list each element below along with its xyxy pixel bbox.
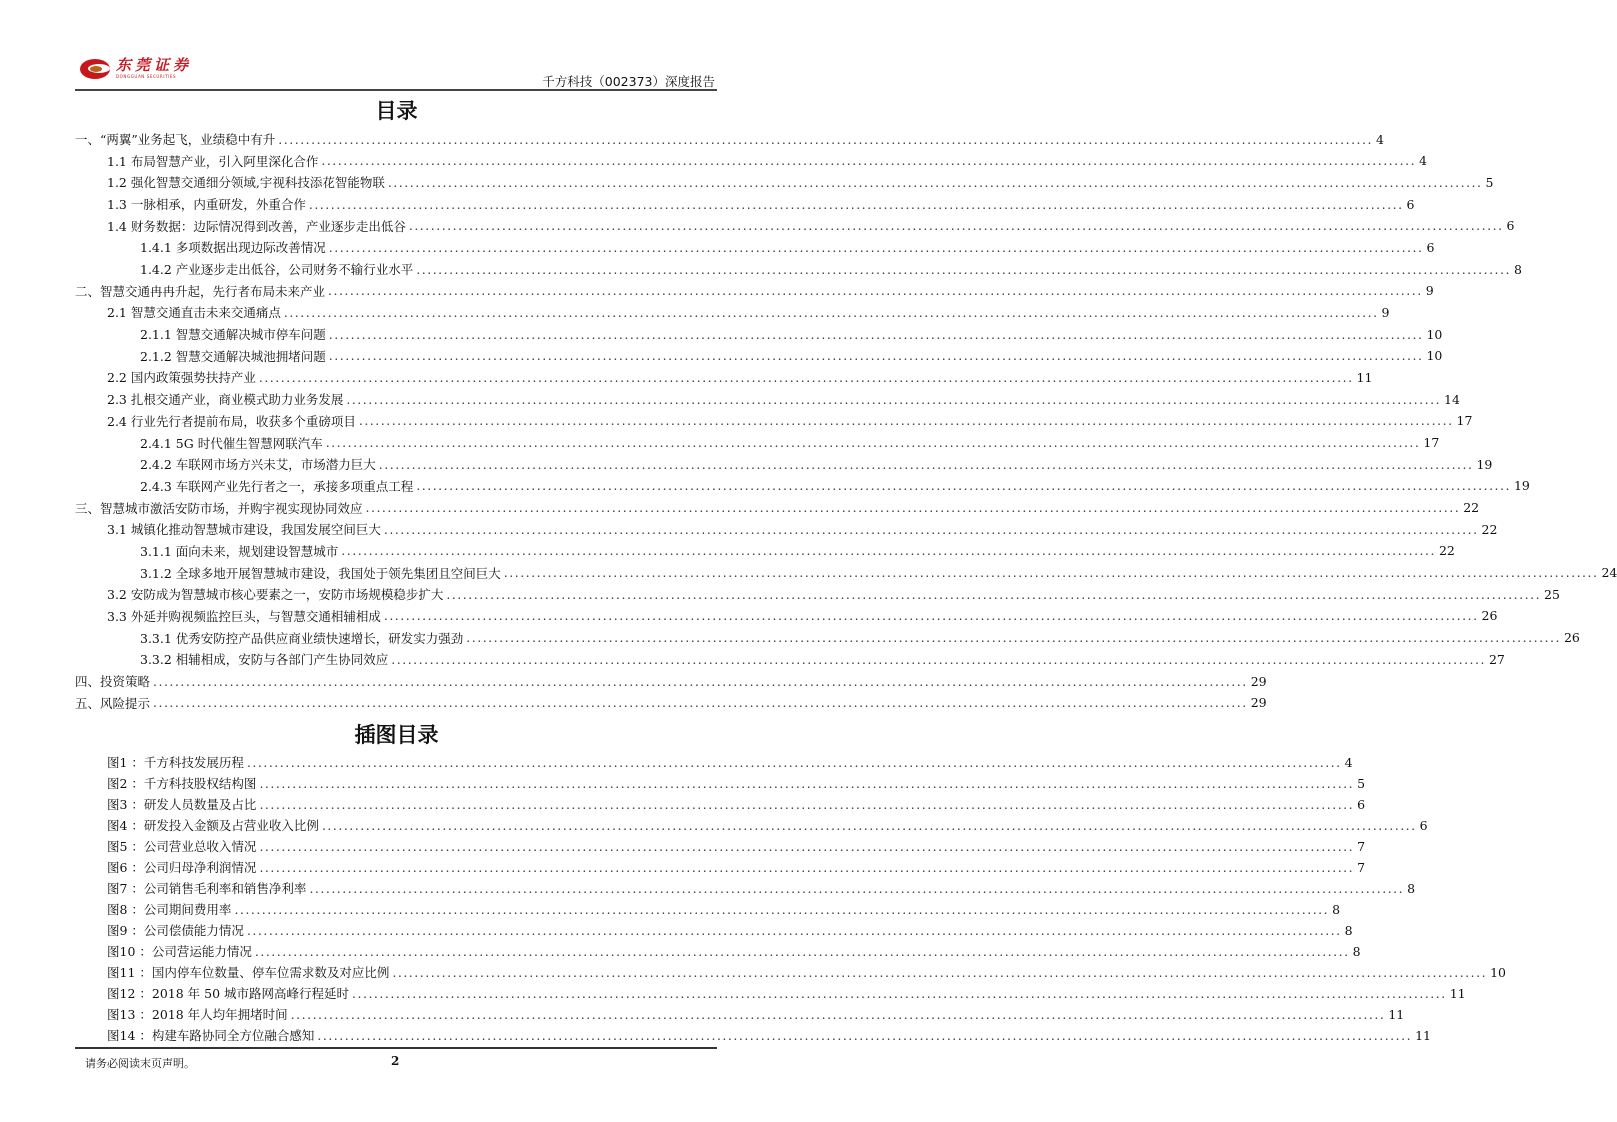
toc-entry[interactable] [75, 129, 1384, 149]
entry-title: 1.3 一脉相承，内重研发，外重合作 [107, 197, 306, 213]
dot-leader: ........................................................................................................................................................................................................ [153, 673, 1248, 689]
entry-page-number: 22 [1438, 543, 1455, 559]
entry-page-number: 17 [1456, 413, 1473, 429]
entry-page-number: 9 [1425, 283, 1434, 299]
entry-title: 图1 ：千方科技发展历程 [107, 755, 244, 770]
entry-page-number: 22 [1481, 521, 1498, 537]
dot-leader: ........................................................................................................................................................................................................ [383, 608, 1479, 624]
dot-leader: ........................................................................................................................................................................................................ [365, 500, 1461, 516]
entry-title: 图14 ：构建车路协同全方位融合感知 [107, 1028, 315, 1043]
entry-page-number: 4 [1375, 131, 1384, 147]
footer-disclaimer: 请务必阅读末页声明。 [85, 1057, 195, 1070]
toc-entry[interactable] [107, 194, 1415, 214]
toc-entry[interactable] [140, 541, 1455, 561]
entry-title: 3.1 城镇化推动智慧城市建设，我国发展空间巨大 [107, 522, 381, 538]
entry-title: 2.1.2 智慧交通解决城池拥堵问题 [140, 348, 326, 364]
figures-title: 插图目录 [354, 723, 439, 747]
entry-title: 图11 ：国内停车位数量、停车位需求数及对应比例 [107, 965, 390, 980]
dot-leader: ........................................................................................................................................................................................................ [321, 817, 1417, 833]
figure-entry[interactable] [107, 836, 1366, 856]
toc-entry[interactable] [140, 237, 1435, 257]
dot-leader: ........................................................................................................................................................................................................ [309, 880, 1405, 896]
entry-page-number: 8 [1332, 901, 1341, 917]
entry-page-number: 19 [1476, 456, 1493, 472]
toc-entry[interactable] [107, 389, 1460, 409]
entry-title: 二、智慧交通冉冉升起，先行者布局未来产业 [75, 283, 326, 299]
toc-entry[interactable] [75, 693, 1267, 713]
entry-page-number: 27 [1488, 651, 1505, 667]
page-number: 2 [391, 1054, 400, 1068]
entry-title: 图3 ：研发人员数量及占比 [107, 797, 257, 812]
entry-title: 2.4.2 车联网市场方兴未艾，市场潜力巨大 [140, 457, 376, 473]
entry-page-number: 19 [1513, 478, 1530, 494]
dot-leader: ........................................................................................................................................................................................................ [408, 218, 1504, 234]
entry-title: 3.2 安防成为智慧城市核心要素之一，安防市场规模稳步扩大 [107, 587, 444, 603]
entry-page-number: 11 [1356, 369, 1373, 385]
dot-leader: ........................................................................................................................................................................................................ [346, 391, 1442, 407]
figure-entry[interactable] [107, 962, 1506, 982]
entry-title: 三、智慧城市激活安防市场，并购宇视实现协同效应 [75, 500, 363, 516]
entry-title: 3.3 外延并购视频监控巨头，与智慧交通相辅相成 [107, 608, 381, 624]
entry-title: 3.1.2 全球多地开展智慧城市建设，我国处于领先集团且空间巨大 [140, 565, 501, 581]
entry-page-number: 22 [1463, 500, 1480, 516]
dot-leader: ........................................................................................................................................................................................................ [387, 174, 1483, 190]
entry-title: 2.4.1 5G 时代催生智慧网联汽车 [140, 435, 323, 451]
figure-entry[interactable] [107, 920, 1353, 940]
entry-title: 2.4 行业先行者提前布局，收获多个重磅项目 [107, 413, 356, 429]
report-title: 千方科技（002373）深度报告 [542, 74, 715, 89]
entry-title: 1.4.2 产业逐步走出低谷，公司财务不输行业水平 [140, 262, 414, 278]
entry-page-number: 4 [1344, 754, 1353, 770]
toc-entry[interactable] [140, 433, 1440, 453]
entry-page-number: 11 [1449, 985, 1466, 1001]
toc-title: 目录 [375, 99, 418, 123]
figure-entry[interactable] [107, 815, 1428, 835]
toc-entry[interactable] [107, 519, 1498, 539]
figure-entry[interactable] [107, 941, 1361, 961]
dot-leader: ........................................................................................................................................................................................................ [254, 943, 1350, 959]
entry-page-number: 29 [1250, 695, 1267, 711]
dot-leader: ........................................................................................................................................................................................................ [278, 131, 1373, 147]
entry-page-number: 29 [1250, 673, 1267, 689]
dot-leader: ........................................................................................................................................................................................................ [466, 630, 1561, 646]
dot-leader: ........................................................................................................................................................................................................ [446, 586, 1542, 602]
dot-leader: ........................................................................................................................................................................................................ [416, 261, 1511, 277]
toc-entry[interactable] [107, 367, 1373, 387]
dot-leader: ........................................................................................................................................................................................................ [246, 922, 1342, 938]
dot-leader: ........................................................................................................................................................................................................ [392, 964, 1488, 980]
entry-title: 2.3 扎根交通产业，商业模式助力业务发展 [107, 392, 344, 408]
entry-page-number: 9 [1381, 304, 1390, 320]
logo-mark-icon [80, 59, 110, 79]
entry-title: 五、风险提示 [75, 695, 151, 711]
entry-title: 图5 ：公司营业总收入情况 [107, 839, 257, 854]
entry-title: 3.3.2 相辅相成，安防与各部门产生协同效应 [140, 652, 389, 668]
entry-title: 四、投资策略 [75, 674, 151, 689]
dot-leader: ........................................................................................................................................................................................................ [416, 478, 1511, 494]
entry-title: 2.1.1 智慧交通解决城市停车问题 [140, 327, 326, 343]
toc-entry[interactable] [140, 563, 1617, 583]
entry-page-number: 11 [1415, 1027, 1431, 1043]
toc-entry[interactable] [140, 346, 1443, 366]
entry-page-number: 14 [1444, 391, 1460, 407]
dot-leader: ........................................................................................................................................................................................................ [259, 796, 1355, 812]
entry-page-number: 24 [1601, 565, 1617, 581]
entry-page-number: 6 [1506, 218, 1515, 234]
toc-entry[interactable] [107, 606, 1498, 626]
toc-entry[interactable] [75, 281, 1434, 301]
entry-title: 图7 ：公司销售毛利率和销售净利率 [107, 881, 307, 896]
toc-entry[interactable] [107, 216, 1515, 236]
toc-entry[interactable] [75, 498, 1480, 518]
entry-page-number: 10 [1490, 964, 1506, 980]
entry-page-number: 17 [1423, 435, 1440, 451]
entry-title: 图9 ：公司偿债能力情况 [107, 923, 244, 938]
dot-leader: ........................................................................................................................................................................................................ [153, 695, 1248, 711]
toc-entry[interactable] [107, 302, 1390, 322]
dot-leader: ........................................................................................................................................................................................................ [383, 521, 1479, 537]
entry-title: 1.4 财务数据：边际情况得到改善，产业逐步走出低谷 [107, 218, 406, 234]
dot-leader: ........................................................................................................................................................................................................ [328, 348, 1424, 364]
dot-leader: ........................................................................................................................................................................................................ [259, 775, 1355, 791]
entry-page-number: 6 [1426, 239, 1435, 255]
entry-page-number: 7 [1357, 838, 1366, 854]
toc-entry[interactable] [140, 259, 1522, 279]
dot-leader: ........................................................................................................................................................................................................ [259, 859, 1355, 875]
entry-page-number: 11 [1388, 1006, 1405, 1022]
entry-title: 1.1 布局智慧产业，引入阿里深化合作 [107, 153, 319, 169]
company-logo [80, 58, 192, 79]
figure-entry[interactable] [107, 1004, 1405, 1024]
entry-title: 1.4.1 多项数据出现边际改善情况 [140, 240, 326, 256]
entry-page-number: 25 [1544, 586, 1560, 602]
entry-title: 图4 ：研发投入金额及占营业收入比例 [107, 818, 319, 833]
dot-leader: ........................................................................................................................................................................................................ [325, 435, 1421, 451]
toc-entry[interactable] [140, 476, 1530, 496]
figure-entry[interactable] [107, 794, 1366, 814]
entry-title: 1.2 强化智慧交通细分领域,宇视科技添花智能物联 [107, 175, 385, 191]
entry-title: 图13 ：2018 年人均年拥堵时间 [107, 1007, 288, 1022]
toc-entry[interactable] [140, 628, 1580, 648]
entry-page-number: 6 [1406, 196, 1415, 212]
dot-leader: ........................................................................................................................................................................................................ [352, 985, 1447, 1001]
toc-entry[interactable] [107, 584, 1560, 604]
entry-page-number: 6 [1357, 796, 1366, 812]
dot-leader: ........................................................................................................................................................................................................ [503, 565, 1599, 581]
dot-leader: ........................................................................................................................................................................................................ [358, 413, 1454, 429]
figure-entry[interactable] [107, 899, 1341, 919]
dot-leader: ........................................................................................................................................................................................................ [341, 543, 1436, 559]
dot-leader: ........................................................................................................................................................................................................ [308, 196, 1404, 212]
figure-entry[interactable] [107, 752, 1353, 772]
entry-page-number: 8 [1407, 880, 1416, 896]
entry-title: 2.2 国内政策强势扶持产业 [107, 370, 256, 386]
entry-page-number: 6 [1419, 817, 1428, 833]
toc-entry[interactable] [107, 151, 1427, 171]
dot-leader: ........................................................................................................................................................................................................ [283, 304, 1379, 320]
entry-title: 图12 ：2018 年 50 城市路网高峰行程延时 [107, 986, 350, 1001]
figure-entry[interactable] [107, 878, 1416, 898]
entry-title: 一、“两翼”业务起飞，业绩稳中有升 [75, 132, 276, 147]
entry-title: 图2 ：千方科技股权结构图 [107, 776, 257, 791]
dot-leader: ........................................................................................................................................................................................................ [258, 369, 1354, 385]
logo-text-en: DONGGUAN SECURITIES [116, 74, 177, 79]
entry-title: 2.1 智慧交通直击未来交通痛点 [107, 305, 281, 321]
dot-leader: ........................................................................................................................................................................................................ [234, 901, 1330, 917]
entry-title: 图6 ：公司归母净利润情况 [107, 860, 257, 875]
entry-page-number: 26 [1563, 630, 1580, 646]
dot-leader: ........................................................................................................................................................................................................ [328, 239, 1424, 255]
header-divider [75, 89, 717, 91]
dot-leader: ........................................................................................................................................................................................................ [328, 283, 1423, 299]
dot-leader: ........................................................................................................................................................................................................ [391, 651, 1486, 667]
figure-entry[interactable] [107, 857, 1366, 877]
figure-entry[interactable] [107, 773, 1366, 793]
toc-entry[interactable] [75, 671, 1267, 691]
entry-title: 3.3.1 优秀安防控产品供应商业绩快速增长，研发实力强劲 [140, 630, 464, 646]
toc-entry[interactable] [140, 324, 1443, 344]
entry-title: 3.1.1 面向未来，规划建设智慧城市 [140, 543, 339, 559]
toc-entry[interactable] [140, 649, 1505, 669]
dot-leader: ........................................................................................................................................................................................................ [317, 1027, 1413, 1043]
entry-page-number: 8 [1513, 261, 1522, 277]
entry-page-number: 4 [1419, 153, 1427, 169]
entry-title: 图8 ：公司期间费用率 [107, 902, 232, 917]
footer-divider [75, 1047, 717, 1049]
dot-leader: ........................................................................................................................................................................................................ [259, 838, 1355, 854]
entry-page-number: 7 [1357, 859, 1366, 875]
figure-entry[interactable] [107, 1025, 1431, 1045]
entry-page-number: 5 [1357, 775, 1366, 791]
entry-page-number: 10 [1426, 326, 1443, 342]
entry-page-number: 10 [1426, 348, 1443, 364]
figure-entry[interactable] [107, 983, 1466, 1003]
logo-text-cn: 东莞证券 [116, 56, 193, 74]
entry-page-number: 5 [1485, 174, 1494, 190]
entry-page-number: 8 [1352, 943, 1361, 959]
entry-title: 图10 ：公司营运能力情况 [107, 944, 252, 959]
entry-title: 2.4.3 车联网产业先行者之一，承接多项重点工程 [140, 478, 414, 494]
dot-leader: ........................................................................................................................................................................................................ [321, 153, 1417, 169]
dot-leader: ........................................................................................................................................................................................................ [328, 326, 1424, 342]
toc-entry[interactable] [140, 454, 1493, 474]
entry-page-number: 8 [1344, 922, 1353, 938]
dot-leader: ........................................................................................................................................................................................................ [378, 456, 1474, 472]
entry-page-number: 26 [1481, 608, 1498, 624]
dot-leader: ........................................................................................................................................................................................................ [290, 1006, 1386, 1022]
toc-entry[interactable] [107, 172, 1494, 192]
toc-entry[interactable] [107, 411, 1473, 431]
dot-leader: ........................................................................................................................................................................................................ [246, 754, 1342, 770]
